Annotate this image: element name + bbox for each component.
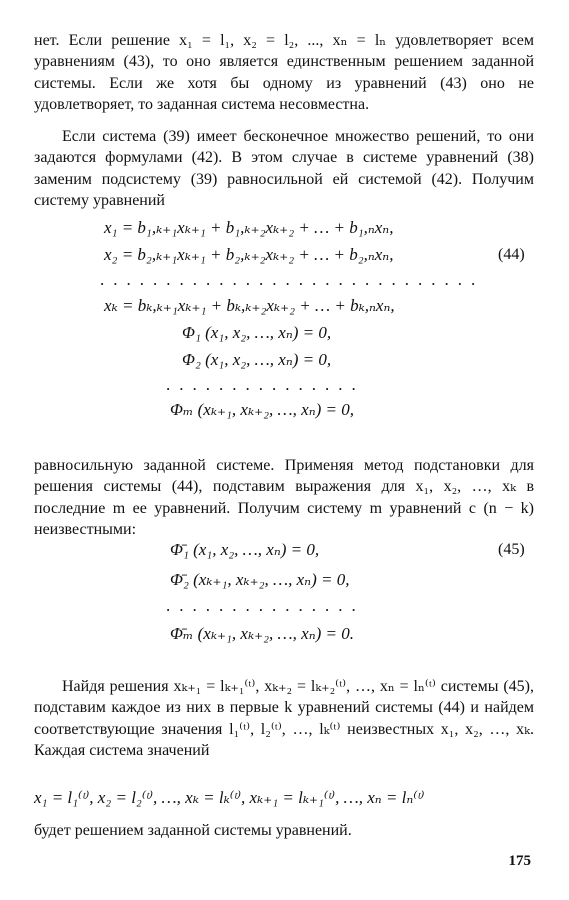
paragraph-2: Если система (39) имеет бесконечное множество решений, то они задаются формулами (42). В этом случае в системе уравнений (38) заменим подсистему (39) равносильной ей системой (42). Получим систему уравнений bbox=[34, 128, 534, 210]
eq45-line-1: Φ̄₁ (x₁, x₂, …, xₙ) = 0, bbox=[170, 540, 320, 559]
eq44-line-3: xₖ = bₖ,ₖ₊₁xₖ₊₁ + bₖ,ₖ₊₂xₖ₊₂ + … + bₖ,ₙxₙ, bbox=[104, 296, 395, 315]
eq45-number: (45) bbox=[498, 541, 525, 558]
eq44-dots-2: ............... bbox=[166, 375, 365, 394]
eq44-line-1: x₁ = b₁,ₖ₊₁xₖ₊₁ + b₁,ₖ₊₂xₖ₊₂ + … + b₁,ₙxₙ, bbox=[104, 218, 394, 237]
eq44-number: (44) bbox=[498, 246, 525, 263]
eq45-line-3: Φ̄ₘ (xₖ₊₁, xₖ₊₂, …, xₙ) = 0. bbox=[170, 624, 354, 643]
paragraph-4: Найдя решения xₖ₊₁ = lₖ₊₁⁽ᵗ⁾, xₖ₊₂ = lₖ₊₂⁽ᵗ⁾, …, xₙ = lₙ⁽ᵗ⁾ системы (45), подставим каждое из них в первые k уравнений системы (44) и найдем соответствующие значения l₁⁽ᵗ⁾, l₂⁽ᵗ⁾, …, lₖ⁽ᵗ⁾ неизвестных x₁, x₂, …, xₖ. Каждая система значений bbox=[34, 678, 534, 760]
paragraph-5: будет решением заданной системы уравнений. bbox=[34, 822, 352, 839]
eq45-line-2: Φ̄₂ (xₖ₊₁, xₖ₊₂, …, xₙ) = 0, bbox=[170, 570, 350, 589]
page-number: 175 bbox=[508, 853, 531, 869]
eq45-dots: ............... bbox=[166, 596, 365, 615]
paragraph-1: нет. Если решение x₁ = l₁, x₂ = l₂, ..., xₙ = lₙ удовлетворяет всем уравнениям (43), то оно является единственным решением заданной системы. Если же хотя бы одному из уравнений (43) оно не удовлетворяет, то заданная система несовместна. bbox=[34, 32, 534, 114]
paragraph-3: равносильную заданной системе. Применяя метод подстановки для решения системы (44), подставим выражения для x₁, x₂, …, xₖ в последние m ее уравнений. Получим систему m уравнений с (n − k) неизвестными: bbox=[34, 457, 534, 539]
eq44-line-4: Φ₁ (x₁, x₂, …, xₙ) = 0, bbox=[182, 323, 332, 342]
eq44-line-6: Φₘ (xₖ₊₁, xₖ₊₂, …, xₙ) = 0, bbox=[170, 400, 354, 419]
eq44-line-5: Φ₂ (x₁, x₂, …, xₙ) = 0, bbox=[182, 350, 332, 369]
equation-values: x₁ = l₁⁽ᵗ⁾, x₂ = l₂⁽ᵗ⁾, …, xₖ = lₖ⁽ᵗ⁾, xₖ₊₁ = lₖ₊₁⁽ᵗ⁾, …, xₙ = lₙ⁽ᵗ⁾ bbox=[34, 788, 425, 807]
eq44-line-2: x₂ = b₂,ₖ₊₁xₖ₊₁ + b₂,ₖ₊₂xₖ₊₂ + … + b₂,ₙxₙ, bbox=[104, 245, 394, 264]
eq44-dots-1: ............................. bbox=[100, 270, 485, 289]
